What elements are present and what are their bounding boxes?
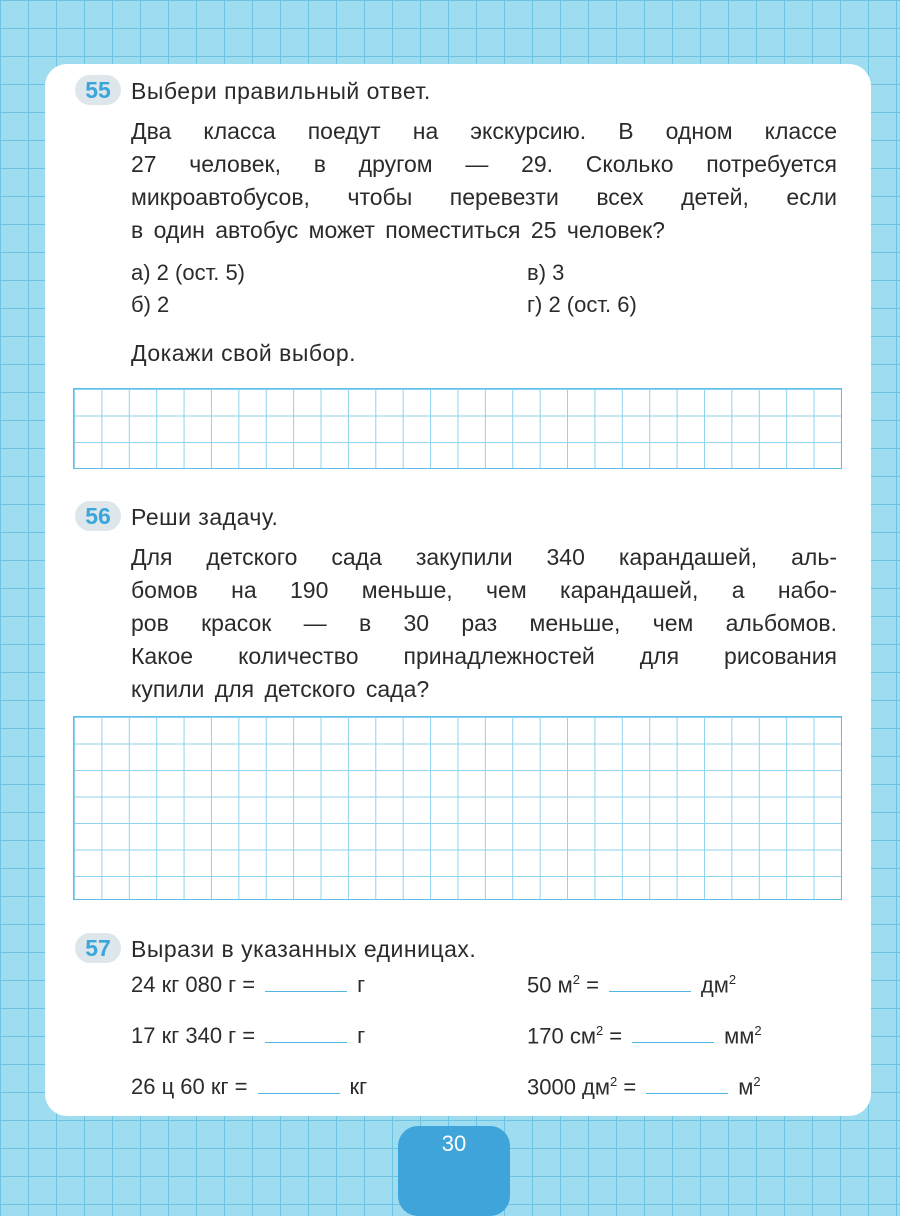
unit: г (357, 972, 366, 997)
exercise-56-text: бомов на 190 меньше, чем карандашей, а набо- (131, 577, 837, 603)
conversion-expression: 17 кг 340 г = (131, 1023, 256, 1048)
superscript: 2 (753, 1074, 761, 1089)
superscript: 2 (572, 972, 580, 987)
unit: м (738, 1074, 754, 1100)
exercise-56-text: Какое количество принадлежностей для рисования (131, 643, 837, 669)
answer-option-v[interactable]: в) 3 (527, 260, 565, 285)
unit: дм (700, 972, 729, 998)
exercise-56-text: ров красок — в 30 раз меньше, чем альбомов. (131, 610, 837, 636)
conversion-expression: 170 см (527, 1023, 596, 1049)
conversion-item (131, 972, 365, 998)
answer-blank[interactable] (265, 1041, 347, 1043)
answer-option-b[interactable]: б) 2 (131, 292, 170, 317)
exercise-55-text: микроавтобусов, чтобы перевезти всех детей, если (131, 184, 837, 210)
conversion-expression: 24 кг 080 г = (131, 972, 256, 997)
answer-blank[interactable] (632, 1041, 714, 1043)
exercise-56-heading: Реши задачу. (131, 504, 279, 530)
unit: мм (724, 1023, 755, 1049)
exercise-55-text: Два класса поедут на экскурсию. В одном классе (131, 118, 837, 144)
answer-grid-55[interactable] (73, 388, 842, 469)
conversion-expression: 50 м (527, 972, 573, 998)
answer-option-g[interactable]: г) 2 (ост. 6) (527, 292, 637, 317)
conversion-item (527, 1074, 761, 1100)
conversion-expression: 26 ц 60 кг = (131, 1074, 248, 1099)
conversion-item (131, 1074, 367, 1100)
superscript: 2 (754, 1023, 762, 1038)
exercise-number-57: 57 (75, 933, 121, 963)
superscript: 2 (595, 1023, 604, 1038)
exercise-number-56: 56 (75, 501, 121, 531)
unit: кг (349, 1074, 368, 1099)
page-number: 30 (398, 1126, 510, 1216)
answer-grid-56[interactable] (73, 716, 842, 900)
superscript: 2 (610, 1074, 618, 1089)
conversion-item (527, 972, 736, 998)
exercise-55-prompt: Докажи свой выбор. (131, 340, 356, 366)
superscript: 2 (728, 972, 737, 987)
equals: = (579, 972, 599, 998)
answer-blank[interactable] (258, 1092, 340, 1094)
conversion-item (527, 1023, 762, 1049)
exercise-55-text: в один автобус может поместиться 25 человек? (131, 217, 665, 243)
answer-blank[interactable] (646, 1092, 728, 1094)
equals: = (603, 1023, 623, 1049)
answer-option-a[interactable]: а) 2 (ост. 5) (131, 260, 246, 285)
conversion-expression: 3000 дм (527, 1074, 611, 1100)
exercise-55-heading: Выбери правильный ответ. (131, 78, 431, 104)
exercise-55-text: 27 человек, в другом — 29. Сколько потребуется (131, 151, 837, 177)
unit: г (357, 1023, 366, 1048)
conversion-item (131, 1023, 365, 1049)
exercise-number-55: 55 (75, 75, 121, 105)
answer-blank[interactable] (265, 990, 347, 992)
exercise-56-text: купили для детского сада? (131, 676, 430, 702)
exercise-57-heading: Вырази в указанных единицах. (131, 936, 477, 962)
exercise-56-text: Для детского сада закупили 340 карандашей, аль- (131, 544, 837, 570)
answer-blank[interactable] (609, 990, 691, 992)
equals: = (617, 1074, 637, 1100)
